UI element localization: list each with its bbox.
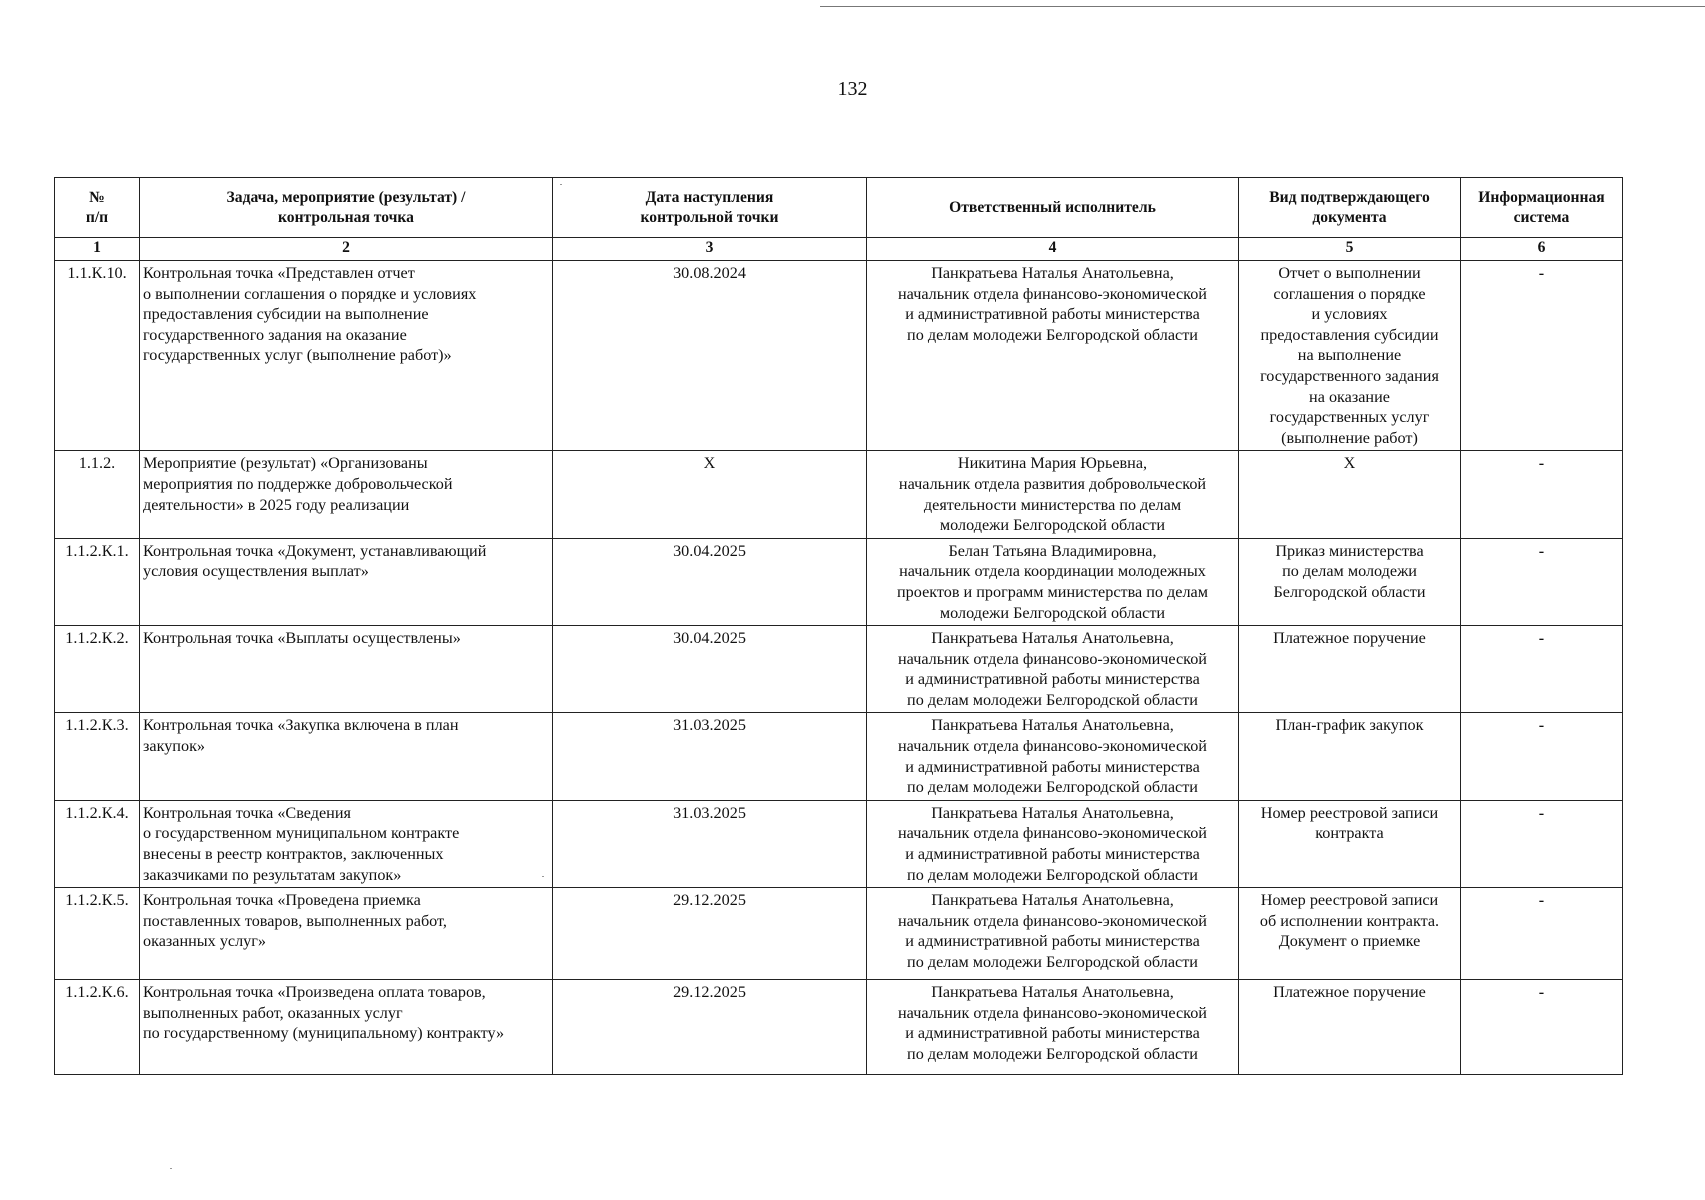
scan-speck [542,876,544,877]
row-task: Контрольная точка «Произведена оплата товаров, выполненных работ, оказанных услуг по государственному (муниципальному) контракту» [140,980,553,1075]
row-number: 1.1.2. [55,451,140,538]
row-task: Контрольная точка «Представлен отчет о выполнении соглашения о порядке и условиях предоставления субсидии на выполнение государственного задания на оказание государственных услуг (выполнение работ)» [140,261,553,451]
page-number: 132 [837,78,868,100]
row-system: - [1461,980,1623,1075]
row-date: 30.04.2025 [553,626,867,713]
row-executor: Панкратьева Наталья Анатольевна, начальник отдела финансово-экономической и административной работы министерства по делам молодежи Белгородской области [867,626,1239,713]
table-row [55,713,1623,800]
row-date: 31.03.2025 [553,713,867,800]
top-edge-rule [820,6,1705,7]
row-date: 31.03.2025 [553,800,867,887]
column-number-row [55,238,1623,261]
row-document: Номер реестровой записи об исполнении контракта. Документ о приемке [1239,888,1461,980]
row-date: Х [553,451,867,538]
table-row [55,538,1623,625]
row-system: - [1461,261,1623,451]
row-task: Контрольная точка «Закупка включена в план закупок» [140,713,553,800]
table-row [55,261,1623,451]
row-system: - [1461,626,1623,713]
header-number: № п/п [55,178,140,238]
row-task: Контрольная точка «Проведена приемка поставленных товаров, выполненных работ, оказанных услуг» [140,888,553,980]
row-document: Номер реестровой записи контракта [1239,800,1461,887]
column-number: 6 [1461,238,1623,261]
row-task: Мероприятие (результат) «Организованы мероприятия по поддержке добровольческой деятельности» в 2025 году реализации [140,451,553,538]
row-number: 1.1.2.К.1. [55,538,140,625]
row-executor: Панкратьева Наталья Анатольевна, начальник отдела финансово-экономической и административной работы министерства по делам молодежи Белгородской области [867,261,1239,451]
table-header-row [55,178,1623,238]
row-system: - [1461,451,1623,538]
row-number: 1.1.2.К.6. [55,980,140,1075]
row-task: Контрольная точка «Выплаты осуществлены» [140,626,553,713]
row-number: 1.1.2.К.3. [55,713,140,800]
table-row [55,980,1623,1075]
column-number: 3 [553,238,867,261]
row-system: - [1461,800,1623,887]
scan-speck [170,1168,172,1169]
control-points-table [54,177,1623,1075]
column-number: 5 [1239,238,1461,261]
row-document: Платежное поручение [1239,980,1461,1075]
header-document: Вид подтверждающего документа [1239,178,1461,238]
table-row [55,800,1623,887]
row-document: Х [1239,451,1461,538]
row-executor: Белан Татьяна Владимировна, начальник отдела координации молодежных проектов и программ министерства по делам молодежи Белгородской области [867,538,1239,625]
row-document: Отчет о выполнении соглашения о порядке и условиях предоставления субсидии на выполнение государственного задания на оказание государственных услуг (выполнение работ) [1239,261,1461,451]
row-document: Приказ министерства по делам молодежи Белгородской области [1239,538,1461,625]
column-number: 2 [140,238,553,261]
row-executor: Панкратьева Наталья Анатольевна, начальник отдела финансово-экономической и административной работы министерства по делам молодежи Белгородской области [867,713,1239,800]
table-row [55,626,1623,713]
row-date: 29.12.2025 [553,888,867,980]
row-number: 1.1.2.К.2. [55,626,140,713]
row-task: Контрольная точка «Документ, устанавливающий условия осуществления выплат» [140,538,553,625]
row-executor: Панкратьева Наталья Анатольевна, начальник отдела финансово-экономической и административной работы министерства по делам молодежи Белгородской области [867,888,1239,980]
table-row [55,451,1623,538]
scan-speck [560,184,562,185]
row-system: - [1461,888,1623,980]
table-row [55,888,1623,980]
header-executor: Ответственный исполнитель [867,178,1239,238]
row-executor: Панкратьева Наталья Анатольевна, начальник отдела финансово-экономической и административной работы министерства по делам молодежи Белгородской области [867,800,1239,887]
column-number: 4 [867,238,1239,261]
column-number: 1 [55,238,140,261]
row-date: 29.12.2025 [553,980,867,1075]
row-system: - [1461,713,1623,800]
row-number: 1.1.2.К.5. [55,888,140,980]
header-date: Дата наступления контрольной точки [553,178,867,238]
row-executor: Никитина Мария Юрьевна, начальник отдела развития добровольческой деятельности министерства по делам молодежи Белгородской области [867,451,1239,538]
row-date: 30.08.2024 [553,261,867,451]
row-document: Платежное поручение [1239,626,1461,713]
row-number: 1.1.2.К.4. [55,800,140,887]
header-system: Информационная система [1461,178,1623,238]
row-system: - [1461,538,1623,625]
row-date: 30.04.2025 [553,538,867,625]
row-document: План-график закупок [1239,713,1461,800]
row-task: Контрольная точка «Сведения о государственном муниципальном контракте внесены в реестр контрактов, заключенных заказчиками по результатам закупок» [140,800,553,887]
header-task: Задача, мероприятие (результат) / контрольная точка [140,178,553,238]
row-number: 1.1.К.10. [55,261,140,451]
row-executor: Панкратьева Наталья Анатольевна, начальник отдела финансово-экономической и административной работы министерства по делам молодежи Белгородской области [867,980,1239,1075]
